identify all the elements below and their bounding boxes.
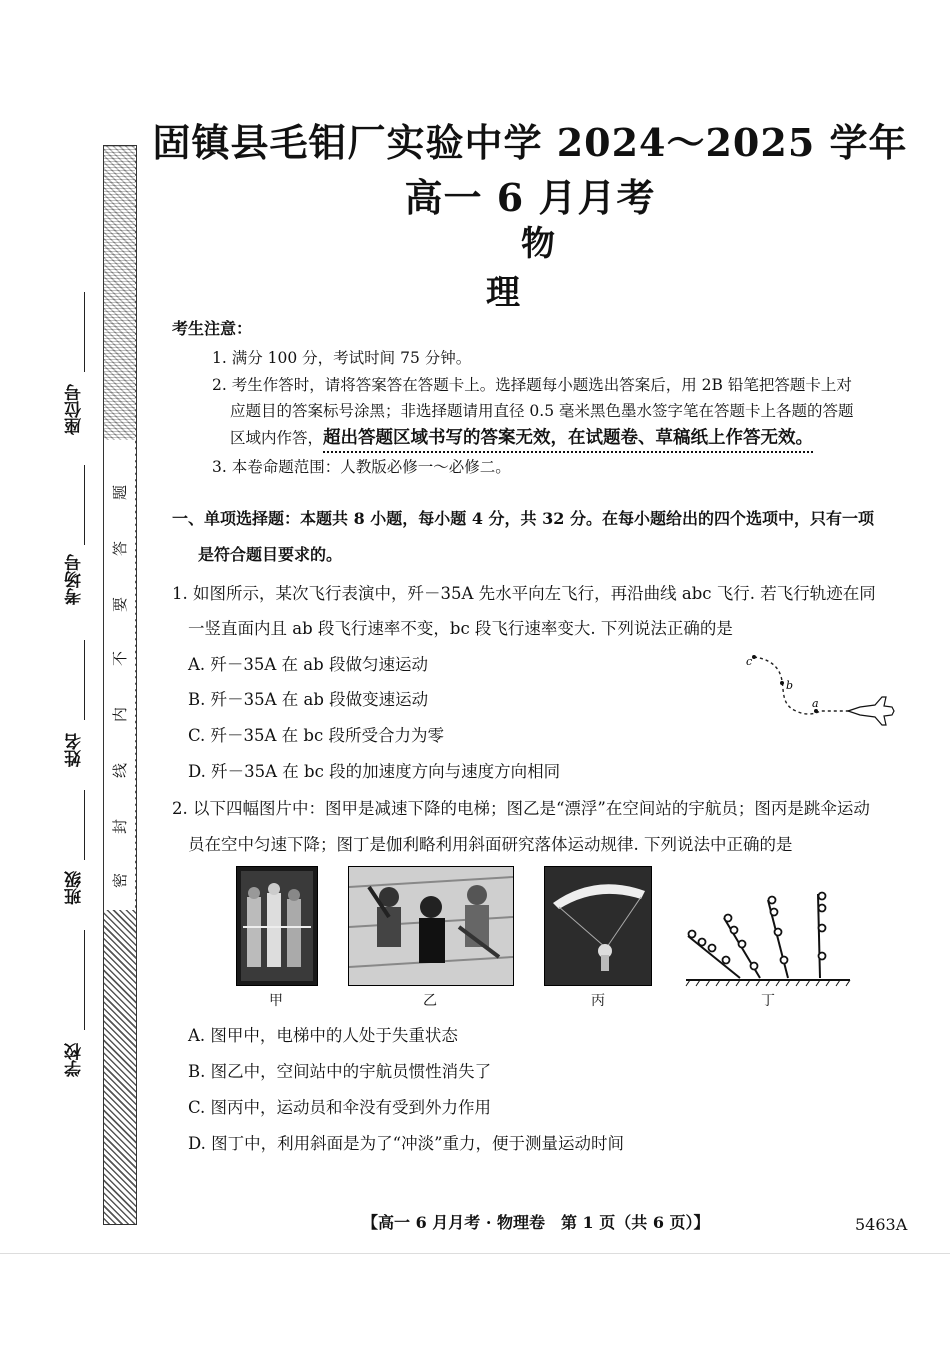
seat-label: 座位号 — [65, 384, 85, 436]
caption-bing: 丙 — [591, 993, 605, 1009]
caption-jia: 甲 — [269, 993, 283, 1009]
seal-char: 封 — [111, 818, 130, 835]
seal-char: 答 — [111, 540, 130, 557]
seal-words — [108, 482, 134, 902]
notice-item: 2. 考生作答时，请将答案答在答题卡上。选择题每小题选出答案后，用 2B 铅笔把答题卡上对 — [212, 376, 852, 394]
caption-ding: 丁 — [761, 993, 775, 1009]
school-label: 学校 — [65, 1043, 85, 1077]
question-stem: 2. 以下四幅图片中：图甲是减速下降的电梯；图乙是“漂浮”在空间站的宇航员；图丙是跳伞运动 — [172, 799, 870, 818]
notice-item: 1. 满分 100 分，考试时间 75 分钟。 — [212, 349, 472, 367]
elevator-photo — [236, 866, 318, 986]
seal-char: 内 — [111, 706, 130, 723]
option-a: A. 歼－35A 在 ab 段做匀速运动 — [188, 655, 428, 674]
name-line — [84, 640, 85, 720]
section-heading: 是符合题目要求的。 — [198, 545, 343, 564]
option-b: B. 歼－35A 在 ab 段做变速运动 — [188, 690, 429, 709]
section-heading: 一、单项选择题：本题共 8 小题，每小题 4 分，共 32 分。在每小题给出的四个选项中，只有一项 — [172, 509, 874, 528]
notice-item — [230, 424, 813, 449]
galileo-incline-figure — [682, 888, 852, 988]
option-c: C. 图丙中，运动员和伞没有受到外力作用 — [188, 1098, 492, 1117]
seat-line — [84, 292, 85, 372]
question-stem: 一竖直面内且 ab 段飞行速率不变，bc 段飞行速率变大. 下列说法正确的是 — [188, 619, 733, 638]
astronaut-photo — [348, 866, 514, 986]
point-c-label: c — [746, 655, 753, 668]
flight-path-figure — [740, 645, 900, 730]
option-b: B. 图乙中，空间站中的宇航员惯性消失了 — [188, 1062, 492, 1081]
exam-title: 固镇县毛钼厂实验中学 2024～2025 学年高一 6 月月考 — [152, 120, 908, 220]
binding-dotted-area — [104, 146, 135, 440]
option-d: D. 图丁中，利用斜面是为了“冲淡”重力，便于测量运动时间 — [188, 1134, 625, 1153]
name-label: 姓名 — [65, 733, 85, 767]
caption-yi: 乙 — [423, 993, 437, 1009]
exam-code: 5463A — [855, 1215, 908, 1234]
point-b-label: b — [786, 679, 794, 692]
notice-item: 3. 本卷命题范围：人教版必修一～必修二。 — [212, 458, 511, 476]
notice-item-text: 区域内作答， — [230, 429, 324, 447]
page-footer: 【高一 6 月月考 · 物理卷 第 1 页（共 6 页）】 — [362, 1213, 710, 1232]
notice-heading: 考生注意： — [172, 319, 253, 338]
seal-char: 密 — [111, 872, 130, 889]
option-a: A. 图甲中，电梯中的人处于失重状态 — [188, 1026, 458, 1045]
notice-emphasis: 超出答题区域书写的答案无效，在试题卷、草稿纸上作答无效。 — [323, 428, 814, 448]
page-bottom-edge — [0, 1253, 950, 1254]
parachute-photo — [544, 866, 652, 986]
point-a-label: a — [812, 697, 819, 710]
trajectory-curve — [754, 657, 850, 714]
option-c: C. 歼－35A 在 bc 段所受合力为零 — [188, 726, 444, 745]
option-d: D. 歼－35A 在 bc 段的加速度方向与速度方向相同 — [188, 762, 561, 781]
class-line — [84, 790, 85, 860]
jet-icon — [848, 697, 894, 725]
subject-title: 物理 — [486, 224, 625, 313]
question-stem: 1. 如图所示，某次飞行表演中，歼－35A 先水平向左飞行，再沿曲线 abc 飞行. 若飞行轨迹在同 — [172, 584, 876, 603]
class-label: 班级 — [65, 871, 85, 905]
seal-char: 线 — [111, 762, 130, 779]
room-label: 考场号 — [65, 554, 85, 606]
notice-item: 应题目的答案标号涂黑；非选择题请用直径 0.5 毫米黑色墨水签字笔在答题卡上各题的答题 — [230, 402, 854, 420]
seal-char: 不 — [111, 650, 130, 667]
room-line — [84, 465, 85, 545]
question-stem: 员在空中匀速下降；图丁是伽利略利用斜面研究落体运动规律. 下列说法中正确的是 — [188, 835, 793, 854]
seal-char: 要 — [111, 596, 130, 613]
school-line — [84, 930, 85, 1030]
seal-char: 题 — [111, 484, 130, 501]
